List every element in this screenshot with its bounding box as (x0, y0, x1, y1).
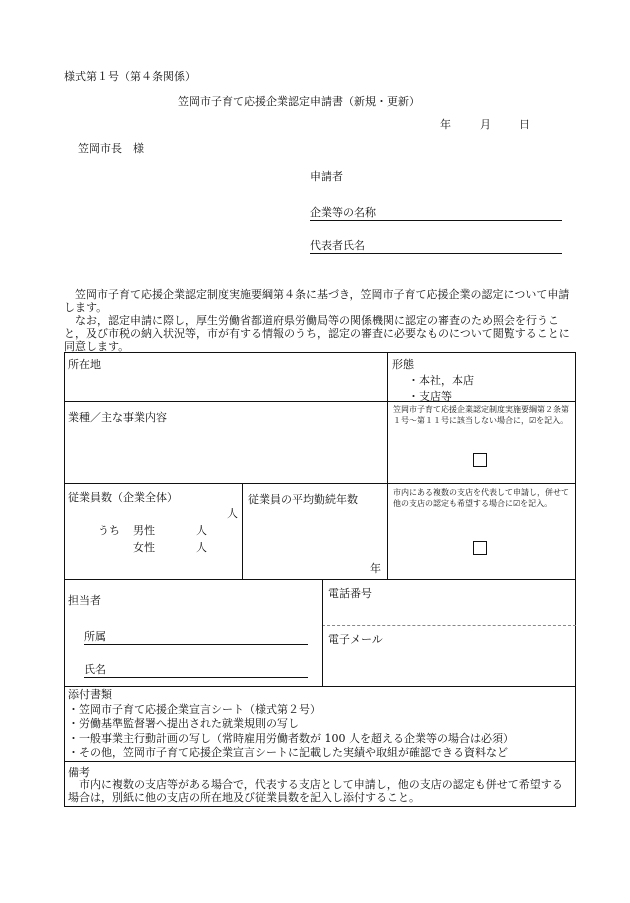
attachment-item: ・その他，笠岡市子育て応援企業宣言シートに記載した実績や取組が確認できる資料など (68, 746, 508, 759)
attachment-item: ・笠岡市子育て応援企業宣言シート（様式第２号） (68, 702, 321, 716)
employees-label: 従業員数（企業全体） (68, 491, 178, 504)
type-option-branch[interactable]: ・支店等 (408, 390, 452, 403)
location-label: 所在地 (68, 358, 101, 371)
attachment-item: ・一般事業主行動計画の写し（常時雇用労働者数が 100 人を超える企業等の場合は必須） (68, 731, 514, 745)
avg-tenure-label: 従業員の平均勤続年数 (248, 493, 358, 506)
remarks-text: 市内に複数の支店等がある場合で，代表する支店として申請し，他の支店の認定も併せて希望する場合は，別紙に他の支店の所在地及び従業員数を記入し添付すること。 (68, 778, 563, 804)
attachments-label: 添付書類 (68, 688, 112, 701)
employees-total-unit: 人 (227, 507, 238, 520)
branch-checkbox[interactable] (473, 541, 487, 555)
date-year-label: 年 (440, 118, 451, 131)
company-name-label: 企業等の名称 (310, 206, 376, 219)
company-name-field[interactable] (310, 204, 562, 221)
exclusion-checkbox[interactable] (473, 453, 487, 467)
location-input[interactable] (68, 370, 383, 400)
attachment-item: ・労働基準監督署へ提出された就業規則の写し (68, 717, 299, 730)
email-label: 電子メール (328, 633, 383, 646)
intro-paragraph-1: 笠岡市子育て応援企業認定制度実施要綱第４条に基づき，笠岡市子育て応援企業の認定について申請します。 (64, 288, 570, 314)
intro-paragraph-2: なお，認定申請に際し，厚生労働省都道府県労働局等の関係機関に認定の審査のため照会を行うこと，及び市税の納入状況等，市が有する情報のうち，認定の審査に必要なものについて閲覧することに同意します。 (64, 314, 570, 353)
male-label: 男性 (133, 524, 155, 537)
department-field[interactable] (84, 628, 308, 645)
remarks-label: 備考 (68, 766, 90, 779)
applicant-label: 申請者 (310, 170, 343, 183)
of-which-label: うち (98, 524, 120, 537)
contact-name-field[interactable] (84, 661, 308, 678)
representative-name-field[interactable] (310, 237, 562, 254)
avg-tenure-unit: 年 (370, 562, 381, 575)
addressee: 笠岡市長 様 (78, 142, 144, 155)
female-unit: 人 (196, 541, 207, 554)
business-label: 業種／主な事業内容 (68, 411, 167, 424)
branch-note: 市内にある複数の支店を代表して申請し，併せて他の支店の認定も希望する場合に☑を記入。 (393, 488, 569, 508)
attachments-list (68, 688, 514, 761)
form-number: 様式第１号（第４条関係） (64, 70, 196, 83)
form-type-label: 形態 (392, 358, 414, 371)
contact-label: 担当者 (68, 594, 101, 607)
male-unit: 人 (196, 524, 207, 537)
date-month-label: 月 (480, 118, 491, 131)
type-option-head-office[interactable]: ・本社，本店 (408, 374, 474, 387)
representative-name-label: 代表者氏名 (310, 239, 365, 252)
department-label: 所属 (84, 630, 106, 643)
document-title: 笠岡市子育て応援企業認定申請書（新規・更新） (178, 95, 420, 108)
female-label: 女性 (133, 541, 155, 554)
exclusion-note: 笠岡市子育て応援企業認定制度実施要綱第２条第１号～第１１号に該当しない場合に，☑を記入。 (393, 405, 569, 425)
date-day-label: 日 (519, 118, 530, 131)
contact-name-label: 氏名 (84, 663, 106, 676)
phone-label: 電話番号 (328, 587, 372, 600)
